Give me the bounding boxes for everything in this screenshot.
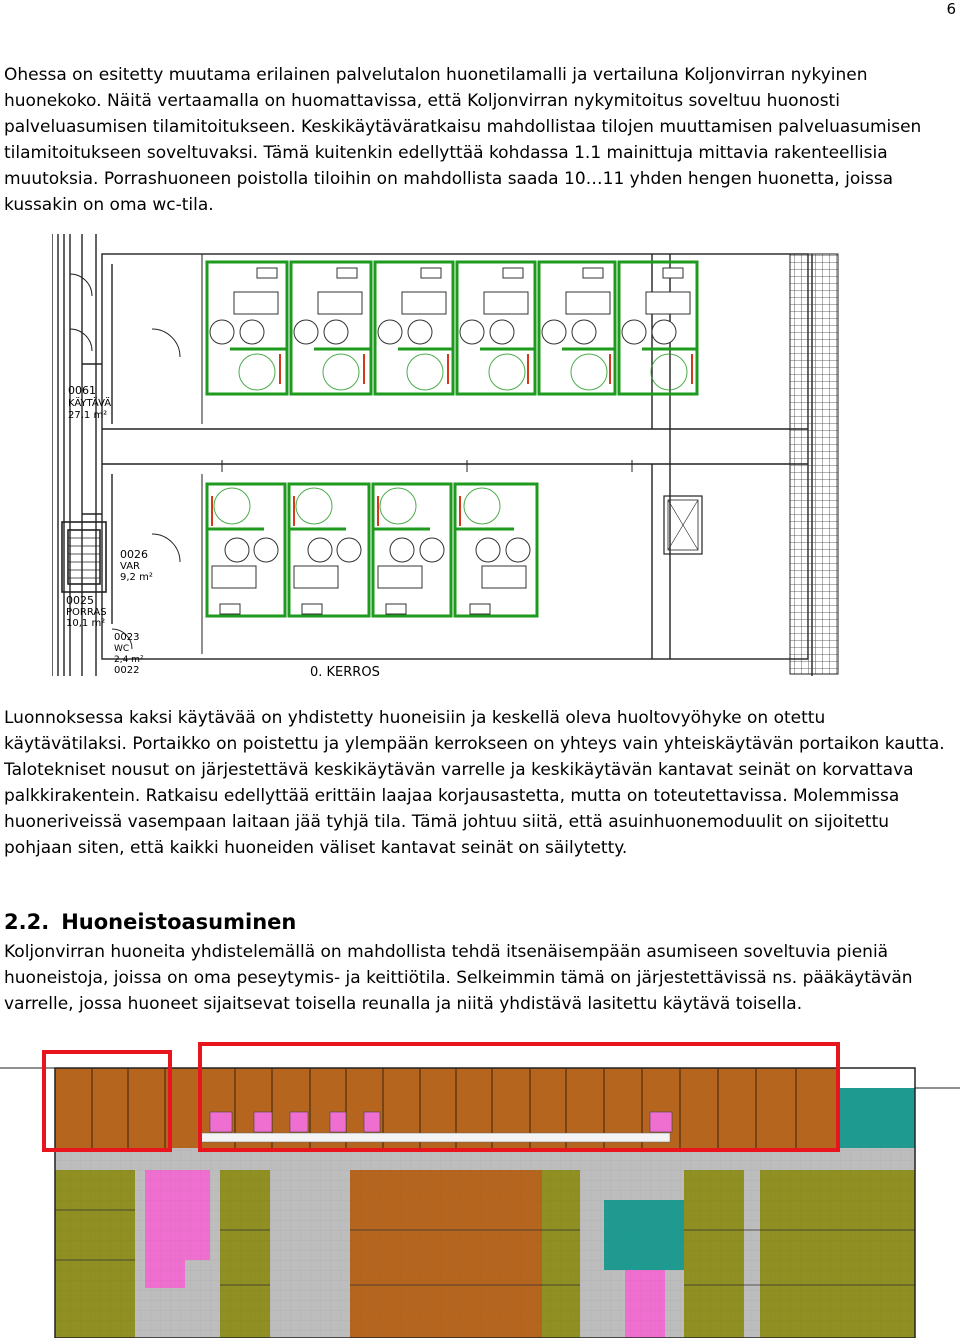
section-title: Huoneistoasuminen xyxy=(61,910,297,934)
room-0025-code: 0025 xyxy=(66,594,94,607)
floor-label: 0. KERROS xyxy=(310,665,380,676)
floor-plan-service-housing xyxy=(52,234,842,676)
room-0026-name: VAR xyxy=(120,561,140,572)
page-number: 6 xyxy=(946,0,956,18)
room-0061-area: 27,1 m² xyxy=(68,410,108,421)
middle-paragraph xyxy=(4,705,949,861)
room-0026-area: 9,2 m² xyxy=(120,572,153,583)
intro-paragraph xyxy=(4,62,949,218)
room-0025-name: PORRAS xyxy=(66,607,107,618)
room-0023-area: 2,4 m² xyxy=(114,655,144,665)
room-0061-code: 0061 xyxy=(68,384,96,397)
middle-text: Luonnoksessa kaksi käytävää on yhdistetty huoneisiin ja keskellä oleva huoltovyöhyke on otettu käytävätilaksi. Portaikko on poistettu ja ylempään kerrokseen on yhteys vain yhteiskäytävän portaikon kautta. Talotekniset nousut on järjestettävä keskikäytävän varrelle ja keskikäytävän kantavat seinät on korvattava palkkirakentein. Ratkaisu edellyttää erittäin laajaa korjausastetta, mutta on toteutettavissa. Molemmissa huoneriveissä vasempaan laitaan jää tyhjä tila. Tämä johtuu siitä, että asuinhuonemoduulit on sijoitettu pohjaan siten, että kaikki huoneiden väliset kantavat seinät on säilytetty. xyxy=(4,708,945,858)
section-paragraph xyxy=(4,939,949,1017)
room-0061-name: KÄYTÄVÄ xyxy=(68,398,112,409)
room-0022-code: 0022 xyxy=(114,665,140,676)
floor-plan-apartments xyxy=(0,1030,960,1338)
intro-text: Ohessa on esitetty muutama erilainen palvelutalon huonetilamalli ja vertailuna Koljonvirran nykyinen huonekoko. Näitä vertaamalla on huomattavissa, että Koljonvirran nykymitoitus soveltuu huonosti palveluasumisen tilamitoitukseen. Keskikäytäväratkaisu mahdollistaa tilojen muuttamisen palveluasumisen tilamitoitukseen soveltuvaksi. Tämä kuitenkin edellyttää kohdassa 1.1 mainittuja mittavia rakenteellisia muutoksia. Porrashuoneen poistolla tiloihin on mahdollista saada 10…11 yhden hengen huonetta, joissa kussakin on oma wc-tila. xyxy=(4,65,922,215)
room-0025-area: 10,1 m² xyxy=(66,618,106,629)
room-0026-code: 0026 xyxy=(120,548,148,561)
section-heading xyxy=(4,910,296,934)
room-0023-code: 0023 xyxy=(114,632,140,643)
section-text: Koljonvirran huoneita yhdistelemällä on mahdollista tehdä itsenäisempään asumiseen soveltuvia pieniä huoneistoja, joissa on oma peseytymis- ja keittiötila. Selkeimmin tämä on järjestettävissä ns. pääkäytävän varrelle, jossa huoneet sijaitsevat toisella reunalla ja niitä yhdistävä lasitettu käytävä toisella. xyxy=(4,942,913,1014)
section-number: 2.2. xyxy=(4,910,50,934)
room-0023-name: WC xyxy=(114,644,130,654)
